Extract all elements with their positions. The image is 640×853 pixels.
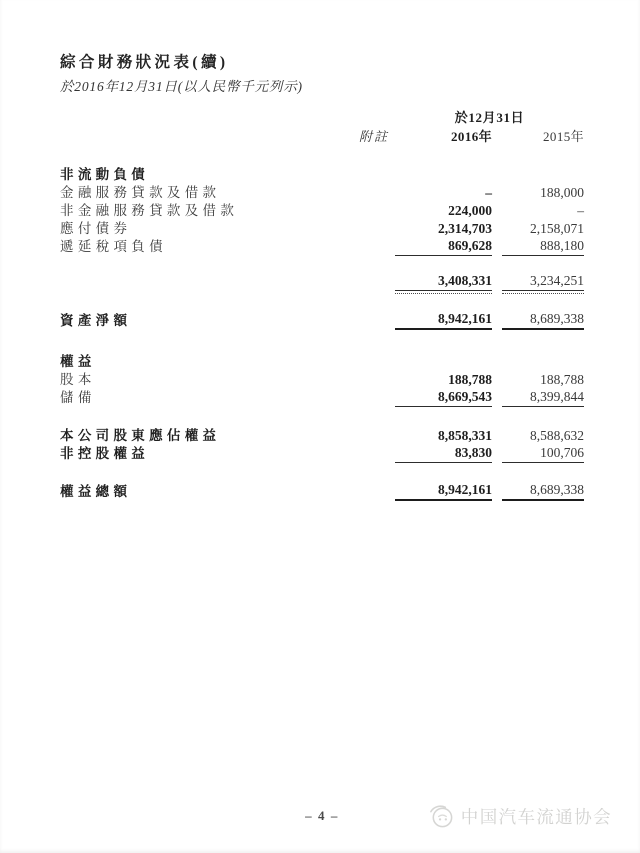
table-row-non-controlling-interests xyxy=(60,445,584,463)
row-value-2016: 8,858,331 xyxy=(438,428,492,443)
row-value-2015: 8,588,632 xyxy=(530,428,584,443)
column-headers-row xyxy=(60,127,584,147)
row-label: 權益 xyxy=(60,354,96,369)
date-span-row xyxy=(60,109,584,127)
table-row-non-current-liabilities-header xyxy=(60,166,584,184)
row-label: 金融服務貸款及借款 xyxy=(60,185,221,200)
note-column-header: 附註 xyxy=(359,129,389,144)
row-value-2016: – xyxy=(485,185,492,200)
row-label: 應付債券 xyxy=(60,221,132,236)
row-value-2016: 224,000 xyxy=(448,203,492,218)
row-label: 非控股權益 xyxy=(60,446,150,461)
table-row-non-financial-services-borrowings xyxy=(60,202,584,220)
table-row-equity-header xyxy=(60,353,584,371)
table-row-share-capital xyxy=(60,371,584,389)
header-spacer xyxy=(60,109,377,127)
table-row-financial-services-borrowings xyxy=(60,184,584,202)
row-value-2015: 2,158,071 xyxy=(530,221,584,236)
date-span-header: 於12月31日 xyxy=(454,110,525,125)
row-value-2016: 188,788 xyxy=(448,372,492,387)
row-value-2015: 8,399,844 xyxy=(502,388,584,407)
row-value-2015: 8,689,338 xyxy=(502,310,584,330)
row-label: 資產淨額 xyxy=(60,313,132,328)
row-label: 非流動負債 xyxy=(60,167,150,182)
statement-subtitle: 於2016年12月31日(以人民幣千元列示) xyxy=(60,79,303,94)
row-value-2016: 3,408,331 xyxy=(395,272,492,291)
row-value-2015: 3,234,251 xyxy=(502,272,584,291)
table-row-equity-attributable-to-shareholders xyxy=(60,427,584,445)
row-value-2015: 888,180 xyxy=(502,237,584,256)
row-label: 儲備 xyxy=(60,390,96,405)
row-label: 遞延稅項負債 xyxy=(60,239,167,254)
table-row-net-assets xyxy=(60,312,584,330)
cada-logo-icon xyxy=(428,803,455,830)
row-value-2016: 8,942,161 xyxy=(395,310,492,330)
page-number: – 4 – xyxy=(305,808,339,823)
row-value-2015: 8,689,338 xyxy=(502,481,584,501)
row-label: 權益總額 xyxy=(60,484,132,499)
row-label: 非金融服務貸款及借款 xyxy=(60,203,239,218)
year-2016-column-header: 2016年 xyxy=(451,129,492,144)
year-2015-column-header: 2015年 xyxy=(543,129,584,144)
statement-title: 綜合財務狀況表(續) xyxy=(60,54,229,71)
row-value-2015: – xyxy=(577,203,584,218)
table-header xyxy=(60,109,584,147)
table-row-bonds-payable xyxy=(60,220,584,238)
row-value-2016: 869,628 xyxy=(395,237,492,256)
watermark-text: 中国汽车流通协会 xyxy=(460,807,612,827)
table-row-total-equity xyxy=(60,483,584,501)
row-value-2016: 2,314,703 xyxy=(438,221,492,236)
row-label: 本公司股東應佔權益 xyxy=(60,428,221,443)
statement-content xyxy=(60,52,584,501)
row-value-2015: 188,788 xyxy=(540,372,584,387)
row-value-2016: 83,830 xyxy=(395,444,492,463)
table-row-deferred-tax-liabilities xyxy=(60,238,584,256)
row-value-2016: 8,669,543 xyxy=(395,388,492,407)
row-value-2015: 188,000 xyxy=(540,185,584,200)
row-value-2016: 8,942,161 xyxy=(395,481,492,501)
row-label: 股本 xyxy=(60,372,96,387)
row-value-2015: 100,706 xyxy=(502,444,584,463)
watermark xyxy=(428,803,612,830)
table-row-non-current-liabilities-subtotal xyxy=(60,273,584,291)
table-row-reserves xyxy=(60,389,584,407)
